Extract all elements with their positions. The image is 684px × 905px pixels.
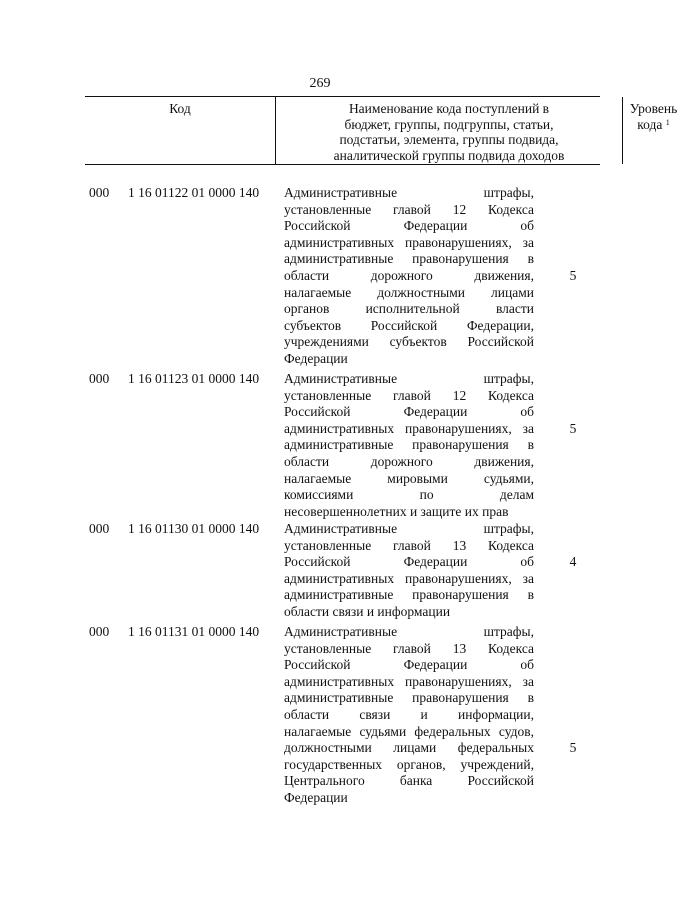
row-name-line: Российской Федерации об (284, 657, 534, 673)
row-name-line: установленные главой 12 Кодекса (284, 201, 534, 217)
row-name-line: учреждениями субъектов Российской (284, 334, 534, 350)
table-header (85, 96, 678, 165)
row-name-line: административные правонарушения в (284, 690, 534, 706)
row-name-line: государственных органов, учреждений, (284, 756, 534, 772)
row-name (284, 371, 534, 520)
header-name-line: бюджет, группы, подгруппы, статьи, (344, 116, 554, 132)
row-name (284, 624, 534, 807)
header-level-line (623, 117, 684, 133)
row-name-line: административных правонарушениях, за (284, 570, 534, 586)
row-name-line: административные правонарушения в (284, 587, 534, 603)
header-level-line: Уровень (629, 101, 678, 116)
header-name-line: Наименование кода поступлений в (348, 101, 550, 116)
row-level: 5 (569, 740, 577, 756)
row-name-line: Административные штрафы, (284, 521, 534, 536)
row-admin-code: 000 (89, 371, 110, 386)
row-name-line: субъектов Российской Федерации, (284, 317, 534, 333)
row-name-line: Административные штрафы, (284, 624, 534, 639)
row-name-line: области связи и информации, (284, 706, 534, 722)
footnote-marker: 1 (665, 117, 670, 127)
row-admin-code: 000 (89, 185, 110, 200)
row-name-line: области дорожного движения, (284, 453, 534, 469)
row-name-line: должностными лицами федеральных (284, 740, 534, 756)
row-name-line: административные правонарушения в (284, 251, 534, 267)
row-name-line: Федерации (284, 789, 348, 805)
row-admin-code: 000 (89, 624, 110, 639)
header-level-word: кода (637, 116, 663, 132)
row-revenue-code: 1 16 01130 01 0000 140 (128, 521, 260, 536)
row-name-line: налагаемые должностными лицами (284, 284, 534, 300)
row-name-line: установленные главой 12 Кодекса (284, 387, 534, 403)
row-level: 5 (569, 268, 577, 283)
row-level: 4 (569, 554, 577, 570)
row-name (284, 521, 534, 621)
row-revenue-code: 1 16 01131 01 0000 140 (128, 624, 260, 639)
row-name (284, 185, 534, 368)
row-name-line: установленные главой 13 Кодекса (284, 537, 534, 553)
row-name-line: Российской Федерации об (284, 218, 534, 234)
row-name-line: Административные штрафы, (284, 185, 534, 200)
row-name-line: области связи и информации (284, 603, 451, 619)
header-code: Код (169, 101, 191, 116)
row-name-line: органов исполнительной власти (284, 301, 534, 317)
row-name-line: налагаемые судьями федеральных судов, (284, 723, 534, 739)
row-name-line: несовершеннолетних и защите их прав (284, 503, 509, 519)
row-name-line: административных правонарушениях, за (284, 234, 534, 250)
header-name-line: подстатьи, элемента, группы подвида, (339, 132, 559, 147)
row-name-line: административных правонарушениях, за (284, 673, 534, 689)
row-name-line: Российской Федерации об (284, 404, 534, 420)
row-name-line: административные правонарушения в (284, 437, 534, 453)
row-revenue-code: 1 16 01122 01 0000 140 (128, 185, 260, 200)
row-name-line: административных правонарушениях, за (284, 420, 534, 436)
row-level: 5 (569, 420, 577, 436)
row-name-line: Центрального банка Российской (284, 773, 534, 789)
row-name-line: области дорожного движения, (284, 267, 534, 283)
header-name-line: аналитической группы подвида доходов (333, 147, 565, 163)
row-name-line: Российской Федерации об (284, 554, 534, 570)
row-name-line: установленные главой 13 Кодекса (284, 640, 534, 656)
row-revenue-code: 1 16 01123 01 0000 140 (128, 371, 260, 386)
header-level (622, 97, 684, 164)
row-name-line: Федерации (284, 350, 348, 366)
row-admin-code: 000 (89, 521, 110, 536)
row-name-line: Административные штрафы, (284, 371, 534, 386)
header-name (275, 97, 622, 164)
row-name-line: налагаемые мировыми судьями, (284, 470, 534, 486)
page-number: 269 (309, 76, 331, 91)
row-name-line: комиссиями по делам (284, 487, 534, 503)
